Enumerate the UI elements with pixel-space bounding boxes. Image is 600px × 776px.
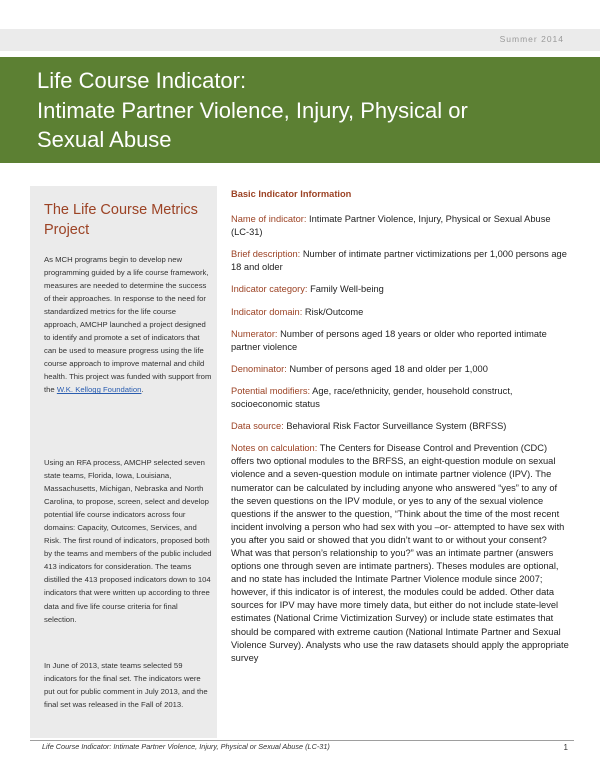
potential-modifiers-label: Potential modifiers: [231,385,311,396]
denominator-label: Denominator: [231,363,287,374]
indicator-name-value: Intimate Partner Violence, Injury, Physical or Sexual Abuse (LC-31) [231,214,551,238]
brief-description-value: Number of intimate partner victimizations per 1,000 persons age 18 and older [231,249,567,273]
brief-description-label: Brief description: [231,249,301,260]
notes-value: The Centers for Disease Control and Prevention (CDC) offers two optional modules to the BRFSS, an eight-question module on sexual violence and a seven-question module on intimate partner violence (IPV). The numerator can be calculated by including anyone who answered “yes” to any of the seven questions on the IPV module, or yes to any of the sexual violence questions if the answer to the question, “Think about the time of the most recent incident involving a person who had sex with you –or- attempted to have sex with you after you said or showed that you didn’t want to or without your consent? What was that person’s relationship to you?” was an intimate partner (answers options one through seven are intimate partners). Theses modules are optional, and no state has included the Intimate Partner Violence module since 2007; however, if this indicator is of interest, the modules could be added. Other data sources for IPV may have more timely data, but either do not include state-level estimates (National Crime Victimization Survey) or include state estimates that should be compared with extreme caution (National Intimate Partner and Sexual Violence Survey). Analysts who use the raw datasets should apply the appropriate survey [231,443,569,663]
title-line-3: Sexual Abuse [37,127,172,152]
denominator [231,363,571,376]
sidebar-title: The Life Course Metrics Project [44,202,198,238]
section-heading: Basic Indicator Information [231,189,352,199]
indicator-domain-value: Risk/Outcome [304,306,364,317]
footer-title: Life Course Indicator: Intimate Partner Violence, Injury, Physical or Sexual Abuse (LC-31) [42,742,330,751]
kellogg-foundation-link[interactable]: W.K. Kellogg Foundation [56,385,142,395]
denominator-value: Number of persons aged 18 and older per 1,000 [289,363,488,374]
title-line-2: Intimate Partner Violence, Injury, Physical or [37,97,468,123]
data-source-value: Behavioral Risk Factor Surveillance System (BRFSS) [286,421,507,432]
sidebar-paragraph-1-end: . [141,385,144,395]
sidebar-paragraph-3: In June of 2013, state teams selected 59 indicators for the final set. The indicators were put out for public comment in July 2013, and the final set was released in the Fall of 2013. [44,661,208,710]
notes-label: Notes on calculation: [231,443,318,454]
indicator-category-value: Family Well-being [310,284,384,295]
indicator-category-label: Indicator category: [231,284,308,295]
sidebar-paragraph-1 [44,253,212,397]
data-source-label: Data source: [231,421,284,432]
page-number: 1 [563,743,568,752]
numerator [231,328,571,354]
season-label: Summer 2014 [499,34,564,44]
sidebar-paragraph-2: Using an RFA process, AMCHP selected seven state teams, Florida, Iowa, Louisiana, Massachusetts, Michigan, Nebraska and North Carolina, to propose, screen, select and develop potential life course indicators across four domains: Capacity, Outcomes, Services, and Risk. The first round of indicators, proposed both by the teams and members of the public included 413 indicators for consideration. The teams distilled the 413 proposed indicators down to 104 indicators that were written up according to three data and five life course criteria for final selection. [44,458,212,624]
indicator-name-label: Name of indicator: [231,214,307,225]
potential-modifiers-value: Age, race/ethnicity, gender, household construct, socioeconomic status [231,385,513,410]
title-line-1: Life Course Indicator: [37,68,247,93]
indicator-name [231,213,571,239]
sidebar-paragraph-1-text: As MCH programs begin to develop new programming guided by a life course framework, measures are needed to determine the success of their approaches. In response to the need for standardized metrics for the life course approach, AMCHP launched a project designed to identify and promote a set of indicators that can be used to measure progress using the life course approach to improve maternal and child health. This project was funded with support from the [44,255,212,395]
footer-divider [30,740,574,741]
main-content [231,188,571,775]
notes-on-calculation [231,442,571,775]
potential-modifiers [231,385,571,411]
indicator-domain [231,306,571,319]
numerator-label: Numerator: [231,328,278,339]
numerator-value: Number of persons aged 18 years or older who reported intimate partner violence [231,328,547,352]
brief-description [231,248,571,274]
indicator-domain-label: Indicator domain: [231,306,303,317]
indicator-category [231,283,571,296]
data-source [231,420,571,433]
page-title [37,66,577,155]
